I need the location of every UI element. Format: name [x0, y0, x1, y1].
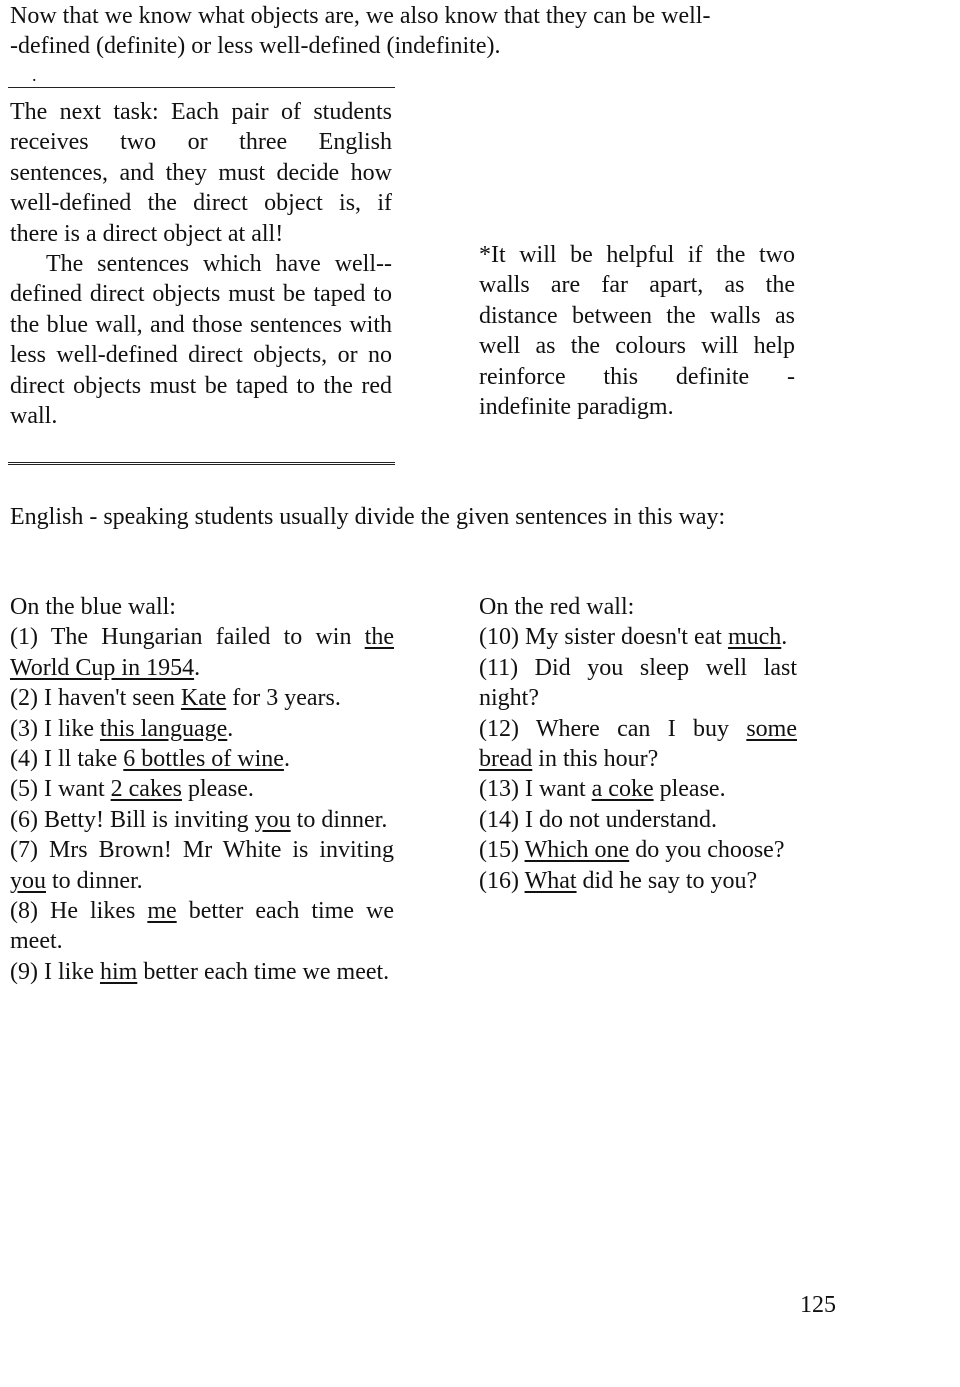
list-item: (14) I do not understand. — [479, 806, 717, 833]
division-intro: English - speaking students usually divide the given sentences in this way: — [10, 504, 726, 530]
list-item: (16) What did he say to you? — [479, 867, 758, 894]
red-wall-column — [479, 592, 797, 896]
task-box — [10, 97, 392, 431]
task-box-mark: . — [32, 65, 37, 85]
red-wall-heading: On the red wall: — [479, 594, 635, 620]
list-item: (7) Mrs Brown! Mr White is inviting you to dinner. — [10, 837, 394, 894]
blue-wall-heading: On the blue wall: — [10, 594, 176, 620]
page-number: 125 — [800, 1292, 836, 1318]
intro-line-2: -defined (definite) or less well-defined (indefinite). — [10, 33, 501, 59]
list-item: (11) Did you sleep well last night? — [479, 654, 797, 712]
red-wall-list — [479, 622, 797, 896]
list-item: (12) Where can I buy some bread in this hour? — [479, 715, 797, 773]
task-box-top-rule — [8, 87, 395, 88]
task-paragraph-1: The next task: Each pair of students receives two or three English sentences, and they must decide how well-defined the direct object is, if there is a direct object at all! — [10, 99, 392, 247]
list-item: (3) I like this language. — [10, 715, 234, 742]
list-item: (6) Betty! Bill is inviting you to dinner. — [10, 806, 388, 833]
list-item: (8) He likes me better each time we meet. — [10, 898, 394, 955]
intro-line-1: Now that we know what objects are, we also know that they can be well- — [10, 3, 711, 29]
task-paragraph-2: The sentences which have well--defined direct objects must be taped to the blue wall, and those sentences with less well-defined direct objects, or no direct objects must be taped to the red wall. — [10, 251, 392, 430]
list-item: (9) I like him better each time we meet. — [10, 958, 390, 985]
blue-wall-list — [10, 622, 394, 987]
list-item: (1) The Hungarian failed to win the World Cup in 1954. — [10, 624, 394, 681]
task-box-bottom-rule — [8, 462, 395, 465]
blue-wall-column — [10, 592, 394, 987]
list-item: (13) I want a coke please. — [479, 776, 726, 803]
helpful-note: *It will be helpful if the two walls are far apart, as the distance between the walls as well as the colours will help reinforce this definite - indefinite paradigm. — [479, 242, 795, 421]
list-item: (10) My sister doesn't eat much. — [479, 624, 788, 651]
list-item: (15) Which one do you choose? — [479, 837, 785, 864]
list-item: (5) I want 2 cakes please. — [10, 776, 254, 803]
list-item: (4) I ll take 6 bottles of wine. — [10, 746, 290, 773]
list-item: (2) I haven't seen Kate for 3 years. — [10, 685, 341, 712]
